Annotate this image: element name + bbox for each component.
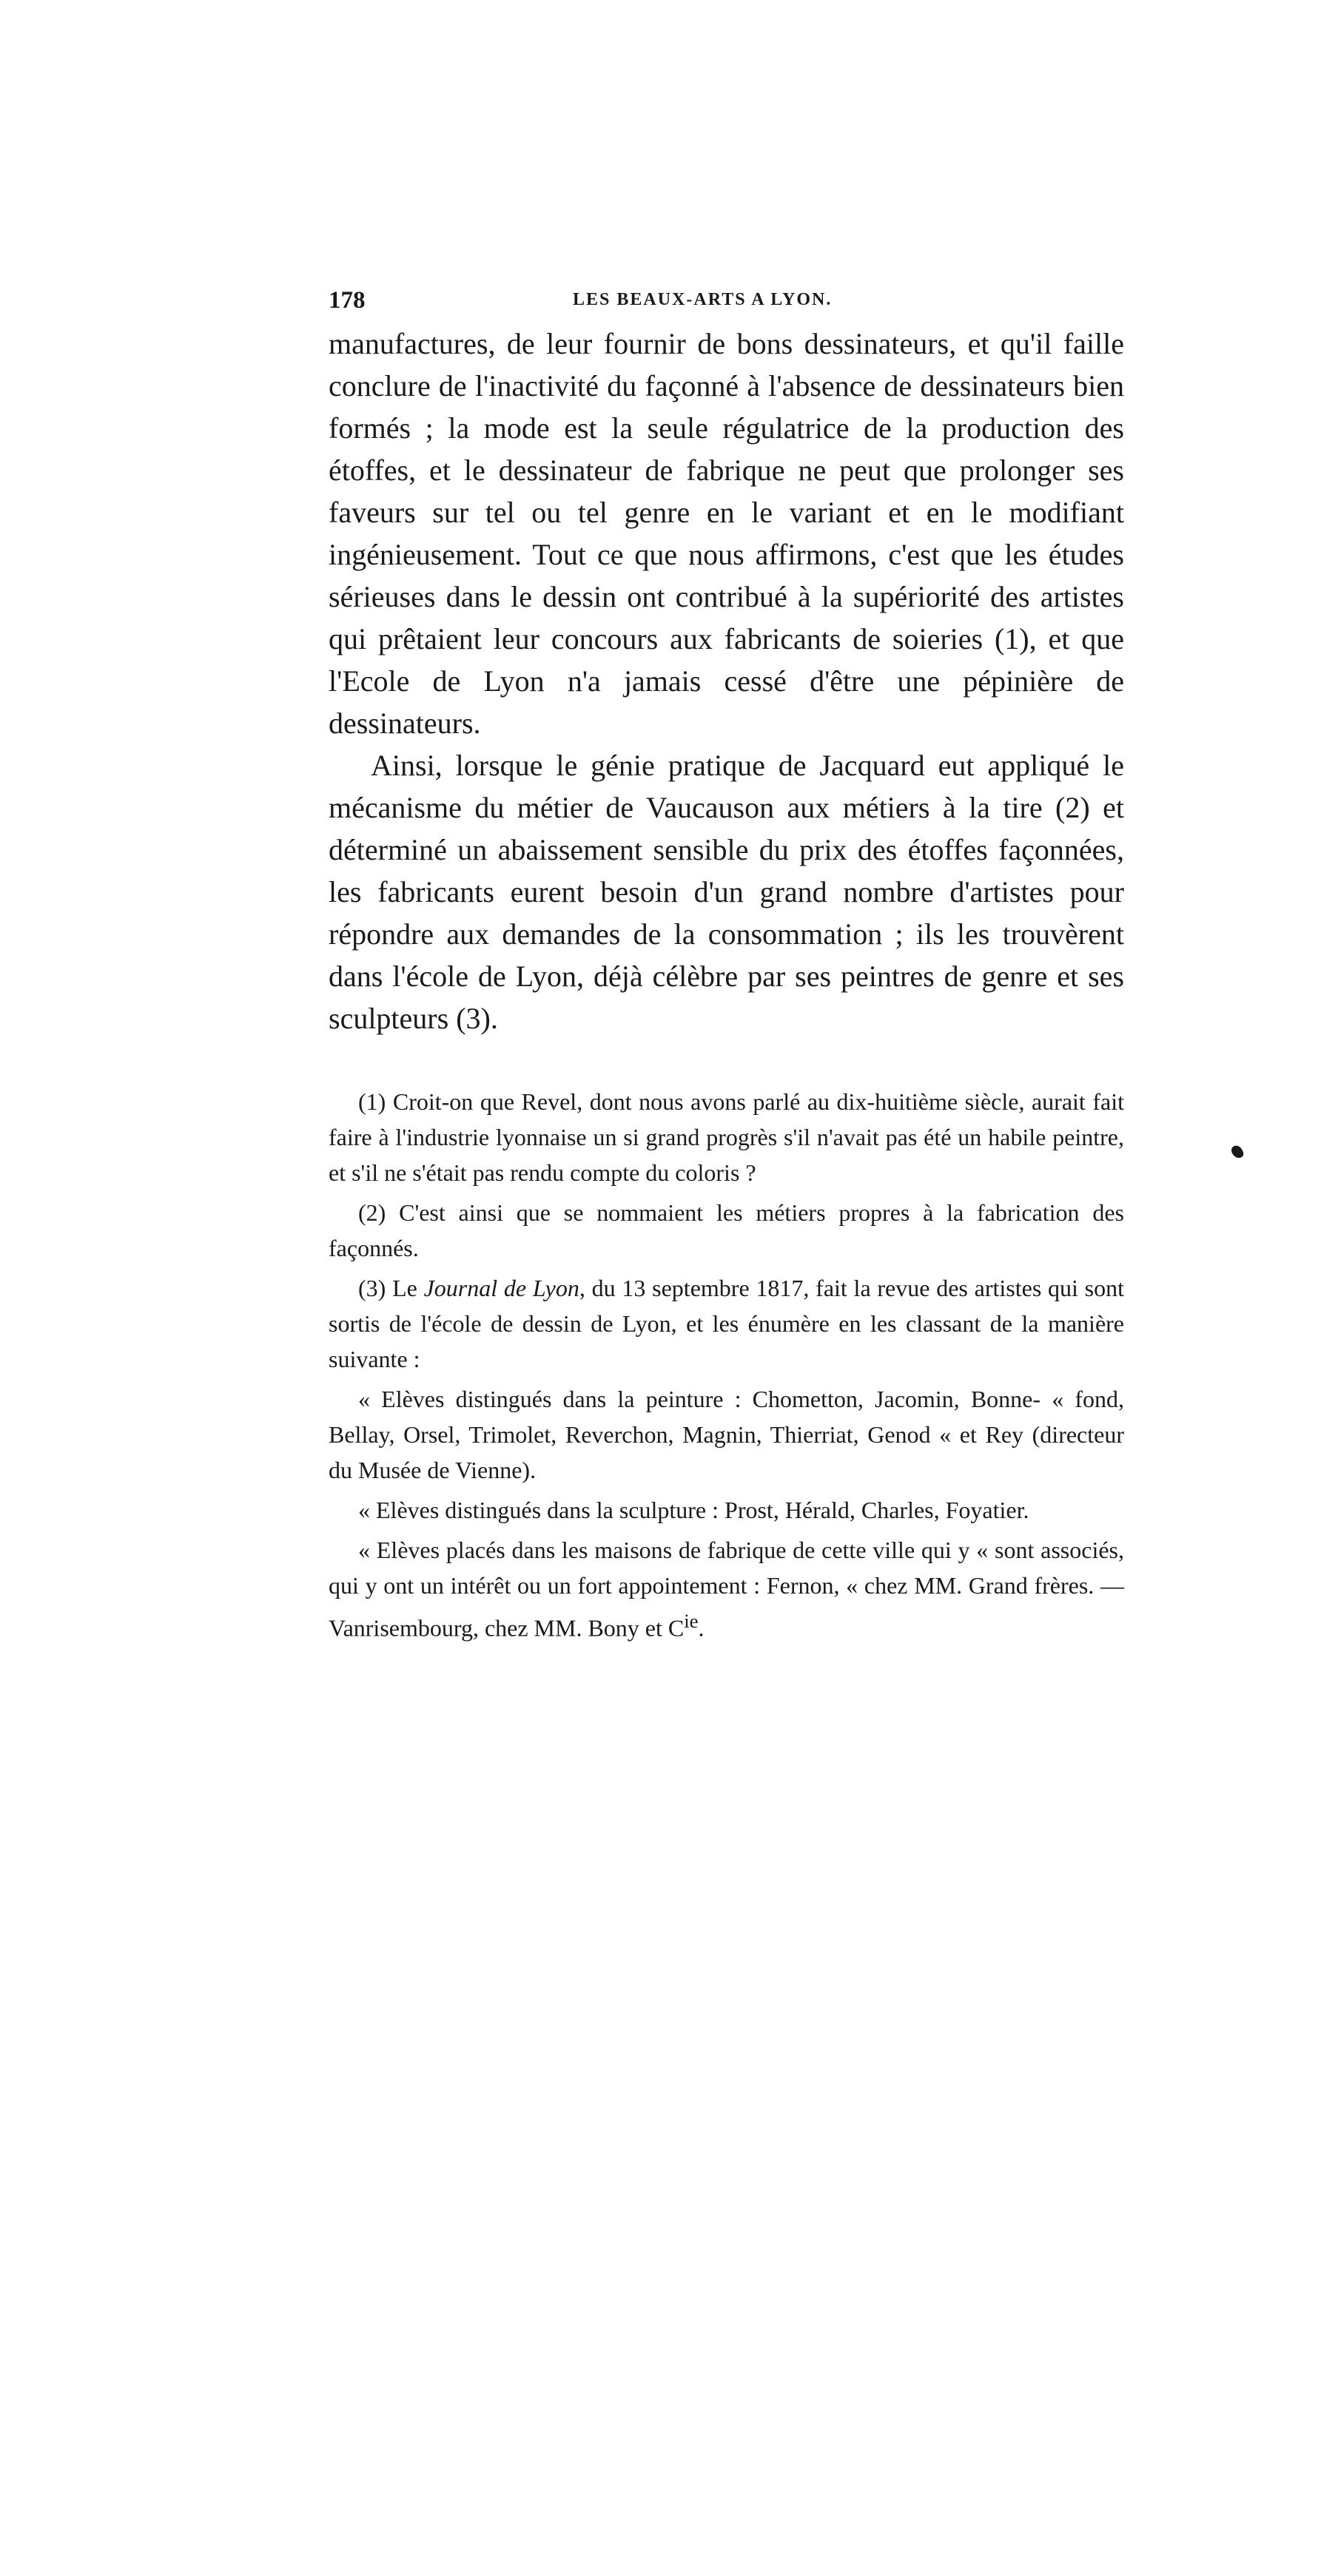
footnote-3 [329, 1270, 1124, 1377]
text-block [329, 287, 1124, 1651]
ink-blot-mark [1229, 1144, 1245, 1161]
footnote-3-prefix: (3) Le [358, 1275, 424, 1301]
footnotes [329, 1084, 1124, 1646]
footnote-3-factory-list [329, 1532, 1124, 1646]
footnote-3-factory-end: . [698, 1614, 705, 1642]
footnote-3-sculpture-list: « Elèves distingués dans la sculpture : Prost, Hérald, Charles, Foyatier. [358, 1497, 1029, 1523]
footnote-2: (2) C'est ainsi que se nommaient les métiers propres à la fabrication des façonnés. [329, 1199, 1124, 1261]
main-text [329, 323, 1124, 1039]
footnote-3-factory-superscript: ie [684, 1610, 699, 1632]
paragraph-2: Ainsi, lorsque le génie pratique de Jacquard eut appliqué le mécanisme du métier de Vaucauson aux métiers à la tire (2) et déterminé un abaissement sensible du prix des étoffes façonnées, les fabricants eurent besoin d'un grand nombre d'artistes pour répondre aux demandes de la consommation ; ils les trouvèrent dans l'école de Lyon, déjà célèbre par ses peintres de genre et ses sculpteurs (3). [329, 749, 1124, 1035]
running-title: LES BEAUX-ARTS A LYON. [573, 290, 833, 309]
paragraph-1: manufactures, de leur fournir de bons dessinateurs, et qu'il faille conclure de l'inactivité du façonné à l'absence de dessinateurs bien formés ; la mode est la seule régulatrice de la production des étoffes, et le dessinateur de fabrique ne peut que prolonger ses faveurs sur tel ou tel genre en le variant et en le modifiant ingénieusement. Tout ce que nous affirmons, c'est que les études sérieuses dans le dessin ont contribué à la supériorité des artistes qui prêtaient leur concours aux fabricants de soieries (1), et que l'Ecole de Lyon n'a jamais cessé d'être une pépinière de dessinateurs. [329, 327, 1124, 740]
footnote-3-factory-text: « Elèves placés dans les maisons de fabrique de cette ville qui y « sont associés, qui y ont un intérêt ou un fort appointement : Fernon, « chez MM. Grand frères. — Vanrisembourg, chez MM. Bony et C [329, 1537, 1124, 1642]
footnote-3-text: , du 13 septembre 1817, fait la revue des artistes qui sont sortis de l'école de dessin de Lyon, et les énumère en les classant de la manière suivante : [329, 1275, 1125, 1372]
footnote-3-painting-list: « Elèves distingués dans la peinture : Chometton, Jacomin, Bonne- « fond, Bellay, Orsel, Trimolet, Reverchon, Magnin, Thierriat, Genod « et Rey (directeur du Musée de Vienne). [329, 1386, 1124, 1483]
running-head [329, 287, 1124, 323]
footnote-1: (1) Croit-on que Revel, dont nous avons parlé au dix-huitième siècle, aurait fait faire à l'industrie lyonnaise un si grand progrès s'il n'avait pas été un habile peintre, et s'il ne s'était pas rendu compte du coloris ? [329, 1088, 1124, 1186]
footnote-3-journal-title: Journal de Lyon [423, 1275, 579, 1301]
page-number: 178 [329, 287, 366, 314]
